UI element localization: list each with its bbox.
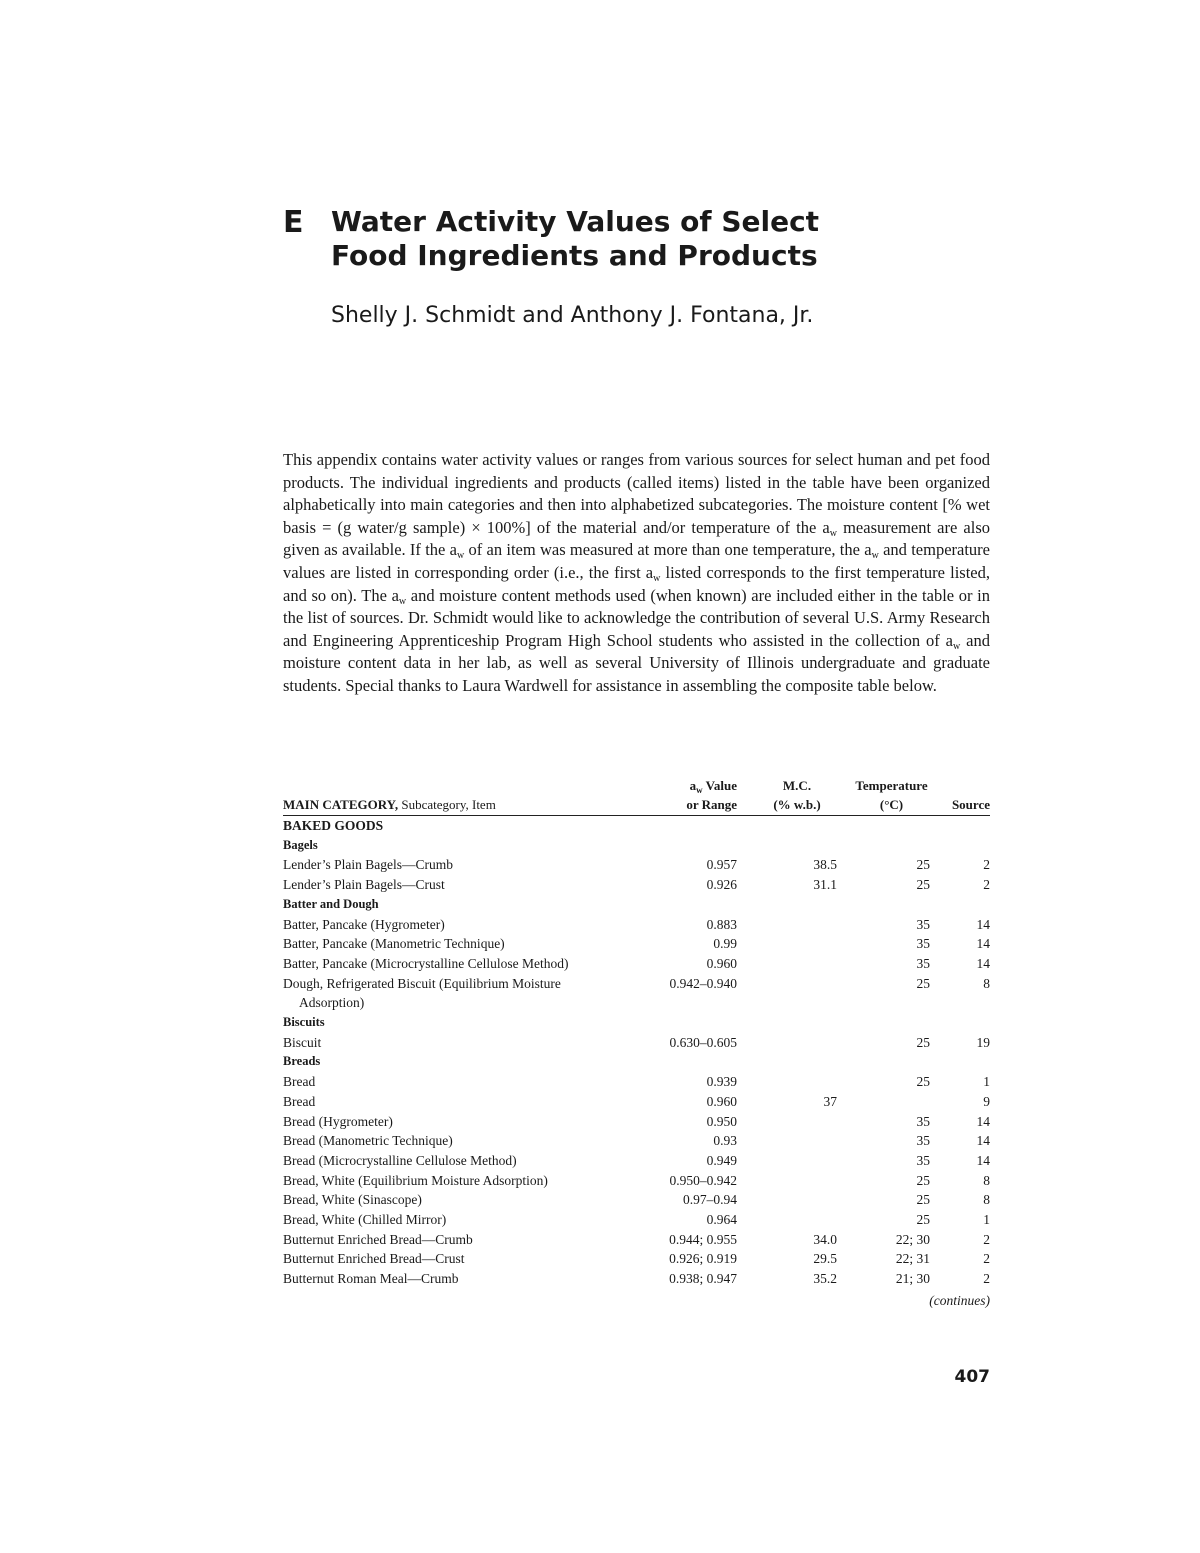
title-line-2: Food Ingredients and Products [331, 239, 818, 272]
header-aw-line1: $a_w$ Value [689, 778, 737, 795]
table-row: Biscuit 0.630–0.605 25 19 [283, 1034, 990, 1050]
aw-subscript: w [953, 640, 961, 652]
intro-text-5: listed corresponds to the first temperature listed, and so on). The a [283, 562, 990, 605]
continues-note: (continues) [929, 1293, 990, 1308]
table-row: Batter, Pancake (Manometric Technique) 0.99 35 14 [283, 936, 990, 952]
aw-subscript: w [456, 550, 465, 562]
subcategory-row: Biscuits [283, 1015, 325, 1030]
intro-text-6: and moisture content methods used (when known) are included either in the table or in the list of sources. Dr. Schmidt would like to acknowledge the contribution of several U.S. Army Research and Engineering Apprenticeship Program High School students who assisted in the collection of a [283, 585, 990, 650]
intro-text-2: measurement are also given as available. If the a [283, 517, 991, 560]
aw-subscript: w [398, 595, 407, 607]
subcategory-row: Bagels [283, 837, 318, 852]
header-item: MAIN CATEGORY, Subcategory, Item [283, 795, 609, 816]
table-row: Bread, White (Chilled Mirror) 0.964 25 1 [283, 1212, 990, 1228]
table-row: Butternut Roman Meal—Crumb 0.938; 0.947 35.2 21; 30 2 [283, 1271, 990, 1287]
table-row: Batter, Pancake (Hygrometer) 0.883 35 14 [283, 916, 990, 932]
intro-text-3: of an item was measured at more than one temperature, the a [464, 540, 872, 560]
header-temp-line2: (°C) [837, 795, 930, 816]
header-source: Source [930, 795, 990, 816]
table-row: Bread (Microcrystalline Cellulose Method) 0.949 35 14 [283, 1152, 990, 1168]
header-mc-line1: M.C. [782, 778, 812, 793]
subcategory-row: Breads [283, 1054, 321, 1069]
table-row: Lender’s Plain Bagels—Crumb 0.957 38.5 25 2 [283, 857, 990, 873]
table-row: Bread (Manometric Technique) 0.93 35 14 [283, 1133, 990, 1149]
intro-text-1: This appendix contains water activity values or ranges from various sources for select human and pet food products. The individual ingredients and products (called items) listed in the table have been organized alphabetically into main categories and then into alphabetized subcategories. The moisture content [% wet basis = (g water/g sample) × 100%] of the material and/or temperature of the a [283, 450, 990, 537]
table-row: Butternut Enriched Bread—Crumb 0.944; 0.955 34.0 22; 30 2 [283, 1231, 990, 1247]
table-row: Bread, White (Sinascope) 0.97–0.94 25 8 [283, 1192, 990, 1208]
intro-text-4: and temperature values are listed in corresponding order (i.e., the first a [283, 540, 990, 582]
category-row: BAKED GOODS [283, 818, 384, 833]
title-line-1: Water Activity Values of Select [331, 205, 820, 238]
aw-subscript: w [871, 550, 879, 562]
subcategory-row: Batter and Dough [283, 896, 379, 911]
table-row: Bread 0.960 37 9 [283, 1093, 990, 1109]
page-title [331, 205, 981, 273]
table-header-row-2 [283, 795, 990, 816]
table-row: Bread, White (Equilibrium Moisture Adsorption) 0.950–0.942 25 8 [283, 1172, 990, 1188]
header-mc-line2: (% w.b.) [737, 795, 837, 816]
page-number: 407 [954, 1367, 990, 1387]
aw-subscript: w [829, 527, 837, 539]
table-row: Batter, Pancake (Microcrystalline Cellulose Method) 0.960 35 14 [283, 955, 990, 971]
appendix-letter: E [283, 205, 304, 240]
table-row: Bread (Hygrometer) 0.950 35 14 [283, 1113, 990, 1129]
intro-paragraph [283, 449, 990, 698]
water-activity-table [283, 776, 990, 1289]
intro-text-7: and moisture content data in her lab, as well as several University of Illinois undergraduate and graduate students. Special thanks to Laura Wardwell for assistance in assembling the composite table below. [283, 630, 990, 695]
header-aw-line2: or Range [609, 795, 737, 816]
authors: Shelly J. Schmidt and Anthony J. Fontana, Jr. [331, 303, 814, 328]
table-row: Bread 0.939 25 1 [283, 1074, 990, 1090]
header-temp-line1: Temperature [855, 778, 928, 793]
table-row: Butternut Enriched Bread—Crust 0.926; 0.919 29.5 22; 31 2 [283, 1251, 990, 1267]
table-row: Dough, Refrigerated Biscuit (Equilibrium Moisture Adsorption) 0.942–0.940 25 8 [283, 975, 990, 1011]
aw-subscript: w [653, 572, 661, 584]
table-header-row-1 [283, 776, 990, 795]
table-row: Lender’s Plain Bagels—Crust 0.926 31.1 25 2 [283, 877, 990, 893]
